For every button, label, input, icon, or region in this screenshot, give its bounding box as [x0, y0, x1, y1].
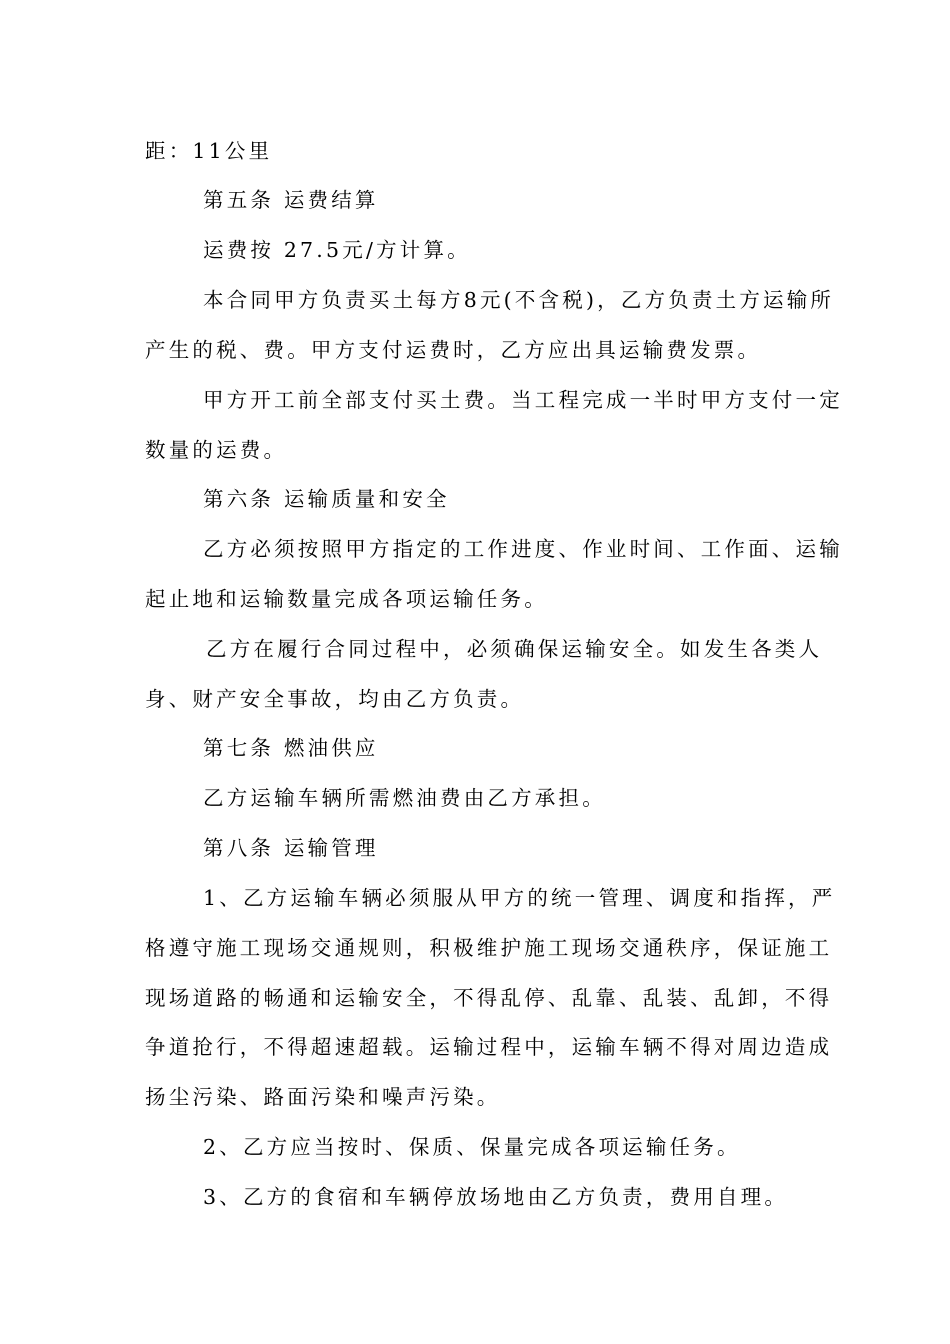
paragraph-line: 本合同甲方负责买土每方8元(不含税)，乙方负责土方运输所 [203, 288, 835, 312]
paragraph-line: 2、乙方应当按时、保质、保量完成各项运输任务。 [203, 1135, 741, 1159]
paragraph-line: 3、乙方的食宿和车辆停放场地由乙方负责，费用自理。 [203, 1185, 789, 1209]
paragraph-line: 乙方必须按照甲方指定的工作进度、作业时间、工作面、运输 [203, 537, 843, 561]
paragraph-line: 数量的运费。 [145, 438, 288, 462]
freight-rate-line: 运费按 27.5元/方计算。 [203, 238, 471, 262]
paragraph-line: 格遵守施工现场交通规则，积极维护施工现场交通秩序，保证施工 [145, 936, 833, 960]
article-5-heading: 第五条 运费结算 [203, 188, 379, 212]
paragraph-line: 现场道路的畅通和运输安全，不得乱停、乱靠、乱装、乱卸，不得 [145, 986, 833, 1010]
article-8-heading: 第八条 运输管理 [203, 836, 379, 860]
paragraph-line: 乙方运输车辆所需燃油费由乙方承担。 [203, 786, 606, 810]
paragraph-line: 甲方开工前全部支付买土费。当工程完成一半时甲方支付一定 [203, 388, 843, 412]
article-6-heading: 第六条 运输质量和安全 [203, 487, 450, 511]
paragraph-line: 产生的税、费。甲方支付运费时，乙方应出具运输费发票。 [145, 338, 762, 362]
distance-line: 距：11公里 [145, 139, 273, 163]
paragraph-line: 乙方在履行合同过程中，必须确保运输安全。如发生各类人 [206, 637, 823, 661]
paragraph-line: 1、乙方运输车辆必须服从甲方的统一管理、调度和指挥，严 [203, 886, 836, 910]
paragraph-line: 身、财产安全事故，均由乙方负责。 [145, 687, 525, 711]
paragraph-line: 扬尘污染、路面污染和噪声污染。 [145, 1085, 501, 1109]
paragraph-line: 起止地和运输数量完成各项运输任务。 [145, 587, 548, 611]
article-7-heading: 第七条 燃油供应 [203, 736, 379, 760]
paragraph-line: 争道抢行，不得超速超载。运输过程中，运输车辆不得对周边造成 [145, 1035, 833, 1059]
